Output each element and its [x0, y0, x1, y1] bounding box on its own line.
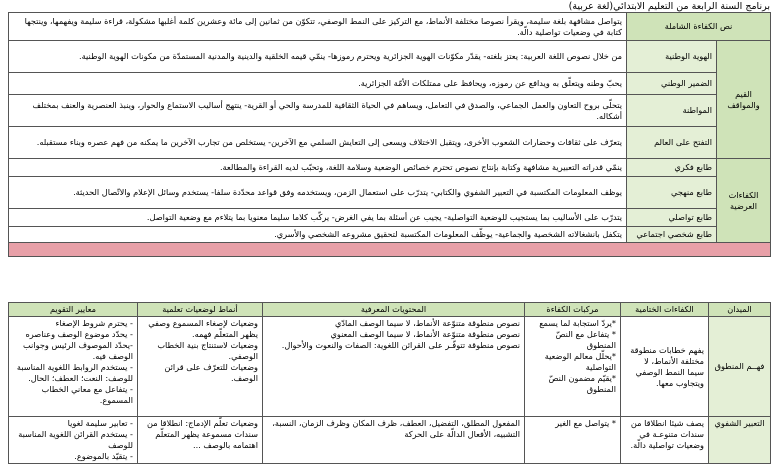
- criteria-list: [13, 418, 133, 462]
- value-label: المواطنة: [627, 95, 717, 127]
- list-item: وضعيات لإصغاء المسموع وصفي يظهر المتعلّم فهمه.: [148, 318, 258, 339]
- competency-row: [9, 159, 771, 177]
- components-cell: [525, 417, 621, 464]
- final-competency-cell: يصف شيئا انطلاقا من سندات متنوعـة في وضعيات تواصلية دالّة.: [621, 417, 709, 464]
- competency-row: [9, 209, 771, 227]
- list-item: وضعيات للتعرّف على قرائن الوصف.: [164, 362, 258, 383]
- criteria-cell: [9, 317, 138, 417]
- page-title: برنامج السنة الرابعة من التعليم الابتدائي(لغة عربية): [568, 1, 770, 12]
- competency-label: طابع فكري: [627, 159, 717, 177]
- competency-text: ينمّي قدراته التعبيرية مشافهة وكتابة بإنتاج نصوص تحترم خصائص الوضعية وسلامة اللغة، وتحبّب لديه القراءة والمطالعة.: [9, 159, 627, 177]
- separator-row: [9, 243, 771, 257]
- criteria-cell: [9, 417, 138, 464]
- components-list: [529, 318, 616, 395]
- list-item: - يستخدم الروابط اللغوية المناسبة للوصف: النعت؛ العطف؛ الحال.: [16, 362, 133, 383]
- competency-text: يتكفل بانشغالاته الشخصية والجماعية- يوظّف المعلومات المكتسبة لتحقيق مشروعه الشخصي والأسري.: [9, 227, 627, 243]
- learning-table: [8, 302, 771, 464]
- competency-label: طابع منهجي: [627, 177, 717, 209]
- list-item: نصوص منطوقة تتوفّـر على القرائن اللغوية: الصفات والنعوت والأحوال.: [281, 340, 520, 350]
- list-item: وضعيات لاستنتاج بنية الخطاب الوصفي.: [157, 340, 258, 361]
- values-group-label: القيم والمواقف: [717, 41, 771, 159]
- value-row: [9, 95, 771, 127]
- situations-cell: [138, 317, 263, 417]
- list-item: نصوص منطوقة متنوّعة الأنماط، لا سيما الوصف المادّي: [334, 318, 520, 328]
- separator-band: [9, 243, 771, 257]
- list-item: * يتفاعل مع النصّ المنطوق: [555, 329, 616, 350]
- header-situations: أنماط لوضعيات تعلمية: [138, 303, 263, 317]
- components-list: [529, 418, 616, 429]
- list-item: -يحدّد الموصوف الرئيس وجوانب الوصف فيه.: [23, 340, 133, 361]
- domain-cell: التعبير الشفوي: [709, 417, 771, 464]
- competency-table: [8, 12, 771, 257]
- list-item: *يقيّم مضمون النصّ المنطوق: [548, 373, 616, 394]
- comprehensive-text: يتواصل مشافهة بلغة سليمة، ويقرأ نصوصا مختلفة الأنماط، مع التركيز على النمط الوصفي، تتكوّن من ثمانين إلى مائة وعشرين كلمة أغلبها مشكولة، قراءة سليمة ويفهمها، وينتجها كتابة في وضعيات تواصلية دالّة.: [9, 13, 627, 41]
- contents-cell: [263, 317, 525, 417]
- header-contents: المحتويات المعرفية: [263, 303, 525, 317]
- value-text: يحبّ وطنه ويتعلّق به ويدافع عن رموزه، ويحافظ على ممتلكات الأمّة الجزائرية.: [9, 73, 627, 95]
- header-components: مركبات الكفاءة: [525, 303, 621, 317]
- value-label: الهوية الوطنية: [627, 41, 717, 73]
- list-item: - يتفاعل مع معاني الخطاب المسموع.: [41, 384, 133, 405]
- competency-label: طابع تواصلي: [627, 209, 717, 227]
- value-label: الضمير الوطني: [627, 73, 717, 95]
- components-cell: [525, 317, 621, 417]
- value-text: يتعرّف على ثقافات وحضارات الشعوب الأخرى، ويتقبل الاختلاف ويسعى إلى التعايش السلمي مع الآخرين- يستخلص من تجارب الآخرين ما يمكنه من فهم عصره وبناء مستقبله.: [9, 127, 627, 159]
- list-item: - يحترم شروط الإصغاء: [55, 318, 133, 328]
- table-row: [9, 317, 771, 417]
- competency-row: [9, 227, 771, 243]
- contents-cell: [263, 417, 525, 464]
- header-row: [9, 303, 771, 317]
- header-criteria: معايير التقويم: [9, 303, 138, 317]
- competency-text: يوظف المعلومات المكتسبة في التعبير الشفوي والكتابي- يتدرّب على استعمال الزمن، ويستخدمه وفق قواعد محدّدة سلفا- يستخدم وسائل الإعلام والاتّصال الحديثة.: [9, 177, 627, 209]
- competency-text: يتدرّب على الأساليب بما يستجيب للوضعية التواصلية- يجيب عن أسئلة بما يفي الغرض- يركّب كلاما سليما معنويا بما يتلاءم مع وضعية التواصل.: [9, 209, 627, 227]
- list-item: *يردّ استجابة لما يسمع: [539, 318, 616, 328]
- contents-list: [267, 418, 520, 440]
- final-competency-cell: يفهم خطابات منطوقة مختلفة الأنماط، لا سيما النمط الوصفي ويتجاوب معها.: [621, 317, 709, 417]
- list-item: *يحلّل معالم الوضعية التواصلية: [544, 351, 616, 372]
- table-row: [9, 417, 771, 464]
- list-item: - تعابير سليمة لغويا: [67, 418, 133, 428]
- comprehensive-row: [9, 13, 771, 41]
- header-domain: الميدان: [709, 303, 771, 317]
- value-row: [9, 127, 771, 159]
- situations-cell: [138, 417, 263, 464]
- competencies-group-label: الكفاءات العرضية: [717, 159, 771, 243]
- value-text: من خلال نصوص اللغة العربية: يعتز بلغته- يقدّر مكوّنات الهوية الجزائرية ويحترم رموزها- ينمّي قيمه الخلقية والدينية والمدنية المستمدّة من مكونات الهوية الوطنية.: [9, 41, 627, 73]
- comprehensive-label: نص الكفاءة الشاملة: [627, 13, 771, 41]
- situations-list: [142, 418, 258, 451]
- list-item: المفعول المطلق، التفضيل، العطف، ظرف المكان وظرف الزمان، النسبة، التشبيه، الأفعال الدالّة على الحركة: [272, 418, 520, 439]
- list-item: - يستخدم القرائن اللغوية المناسبة للوصف: [18, 429, 133, 450]
- value-label: التفتح على العالم: [627, 127, 717, 159]
- value-row: [9, 41, 771, 73]
- list-item: - يحدّد موضوع الوصف وعناصره: [25, 329, 133, 339]
- header-final-competency: الكفاءات الختامية: [621, 303, 709, 317]
- list-item: وضعيات تعلّم الإدماج: انطلاقا من سندات مسموعة يظهر المتعلّم اهتمامه بالوصف ...: [146, 418, 258, 450]
- value-row: [9, 73, 771, 95]
- situations-list: [142, 318, 258, 384]
- criteria-list: [13, 318, 133, 406]
- competency-label: طابع شخصي اجتماعي: [627, 227, 717, 243]
- contents-list: [267, 318, 520, 351]
- list-item: * يتواصل مع الغير: [555, 418, 616, 428]
- competency-row: [9, 177, 771, 209]
- list-item: نصوص منطوقة متنوّعة الأنماط، لا سيما الوصف المعنوي: [330, 329, 520, 339]
- domain-cell: فهــم المنطوق: [709, 317, 771, 417]
- list-item: - يتقيّد بالموضوع.: [74, 451, 133, 461]
- value-text: يتحلّى بروح التعاون والعمل الجماعي، والصدق في التعامل، ويساهم في الحياة الثقافية للمدرسة والحي أو القرية- ينتهج أساليب الاستماع والحوار، وينبذ العنصرية والعنف بمختلف أشكاله.: [9, 95, 627, 127]
